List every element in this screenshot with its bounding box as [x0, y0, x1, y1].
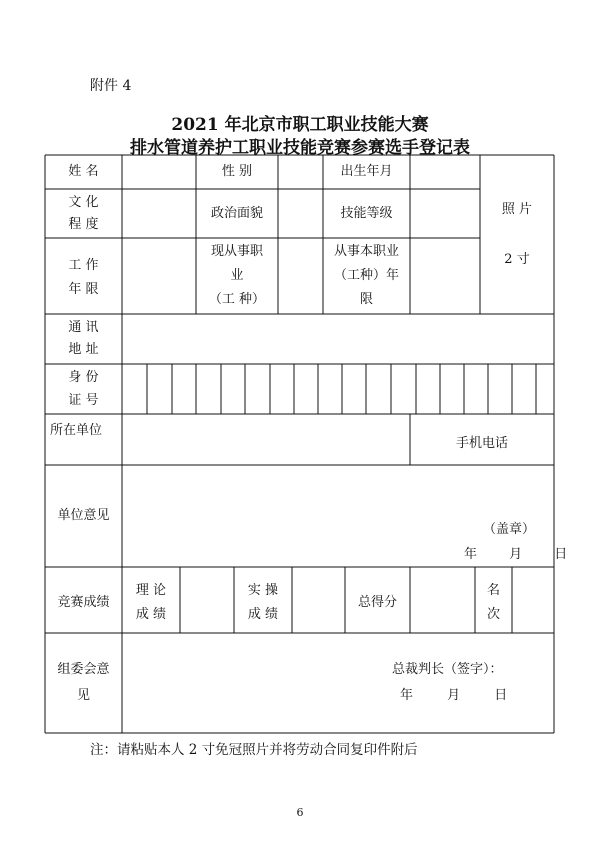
label-date: 年 月 日: [464, 547, 568, 562]
label-politics: 政治面貌: [210, 206, 263, 221]
label-theory-2: 成 绩: [135, 607, 167, 622]
label-gender: 性 别: [221, 164, 253, 179]
label-id-2: 证 号: [68, 393, 99, 408]
label-photo-size: 2 寸: [504, 252, 530, 267]
label-id-1: 身 份: [68, 370, 99, 385]
label-work-years-1: 工 作: [68, 258, 99, 273]
label-address-1: 通 讯: [68, 320, 99, 335]
label-chief-judge: 总裁判长（签字）：: [392, 662, 503, 677]
label-current-job-2: 业: [230, 268, 244, 283]
label-score: 竞赛成绩: [57, 595, 110, 610]
label-seal: （盖章）: [483, 522, 536, 537]
label-date-2: 年 月 日: [400, 688, 508, 703]
label-birth: 出生年月: [340, 164, 393, 179]
label-unit: 所在单位: [50, 423, 103, 438]
label-committee-2: 见: [76, 688, 90, 703]
label-practice-2: 成 绩: [247, 607, 279, 622]
attachment-label: 附件 4: [90, 78, 132, 94]
label-skill-level: 技能等级: [340, 206, 393, 221]
label-work-years-2: 年 限: [68, 282, 99, 297]
label-unit-opinion: 单位意见: [57, 508, 110, 523]
label-theory-1: 理 论: [135, 583, 167, 598]
label-committee-1: 组委会意: [57, 662, 110, 677]
label-job-years-3: 限: [359, 292, 373, 307]
label-current-job-1: 现从事职: [210, 244, 263, 259]
label-job-years-1: 从事本职业: [333, 244, 399, 259]
label-education-2: 程 度: [68, 217, 99, 232]
label-job-years-2: （工种）年: [333, 268, 399, 283]
label-phone: 手机电话: [455, 436, 508, 451]
label-rank-2: 次: [486, 607, 500, 622]
label-total: 总得分: [357, 595, 397, 610]
label-education-1: 文 化: [68, 195, 99, 210]
label-practice-1: 实 操: [247, 583, 279, 598]
form-title-line1: 2021 年北京市职工职业技能大赛: [171, 115, 429, 135]
page-number: 6: [296, 806, 304, 819]
label-name: 姓 名: [68, 164, 99, 179]
label-address-2: 地 址: [68, 342, 99, 357]
label-current-job-3: （工 种）: [208, 292, 266, 307]
label-rank-1: 名: [486, 583, 500, 598]
footnote: 注：请粘贴本人 2 寸免冠照片并将劳动合同复印件附后: [90, 742, 418, 758]
label-photo: 照 片: [501, 202, 533, 217]
form-title-line2: 排水管道养护工职业技能竞赛参赛选手登记表: [130, 138, 470, 158]
